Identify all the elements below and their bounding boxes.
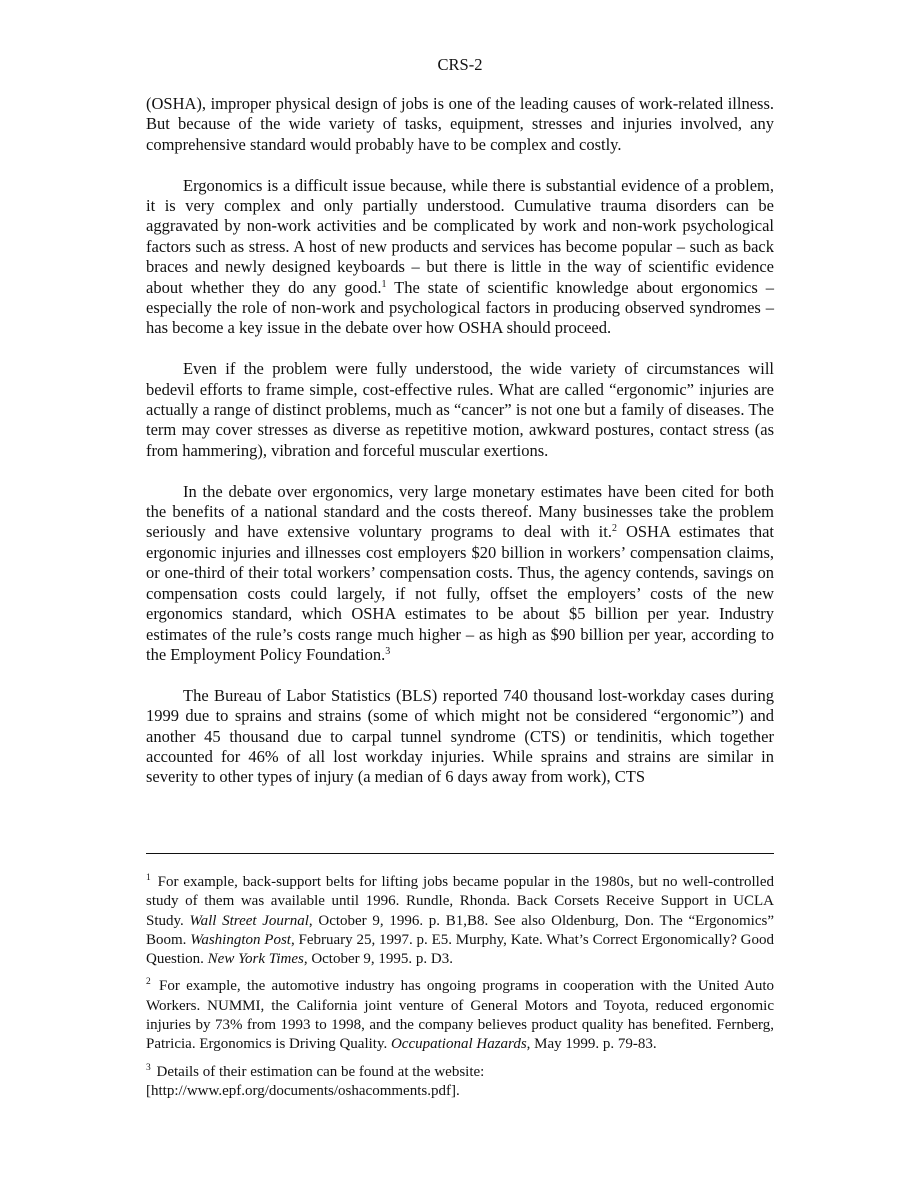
paragraph-3-text: Even if the problem were fully understood, the wide variety of circumstances will bedevil efforts to frame simple, cost-effective rules. What are called “ergonomic” injuries are actually a range of distinct problems, much as “cancer” is not one but a family of diseases. The term may cover stresses as diverse as repetitive motion, awkward postures, contact stress (as from hammering), vibration and forceful muscular exertions. <box>146 359 774 460</box>
footnote-divider <box>146 853 774 854</box>
footnotes <box>146 873 774 1109</box>
footnote-1-text-a: For example, back-support belts for lifting jobs became popular in the 1980s, but no well-controlled study of them was available until 1996. Rundle, Rhonda. Back Corsets Receive Support in UCLA Study. <box>146 874 774 929</box>
footnote-1-source-wsj: Wall Street Journal <box>189 912 309 929</box>
paragraph-5 <box>146 686 774 788</box>
footnote-2-text-a: For example, the automotive industry has ongoing programs in cooperation with the United Auto Workers. NUMMI, the California joint venture of General Motors and Toyota, reduced ergonomic injuries by 73% from 1993 to 1998, and the company believes product quality has benefited. Fernberg, Patricia. Ergonomics is Driving Quality. <box>146 978 774 1053</box>
footnote-1-text-d: , October 9, 1995. p. D3. <box>303 951 453 968</box>
footnote-1-number: 1 <box>146 873 151 883</box>
footnote-3 <box>146 1063 774 1102</box>
footnote-3-number: 3 <box>146 1062 151 1073</box>
footnote-3-url[interactable]: [http://www.epf.org/documents/oshacomments.pdf]. <box>146 1082 460 1099</box>
paragraph-1-text: (OSHA), improper physical design of jobs is one of the leading causes of work-related illness. But because of the wide variety of tasks, equipment, stresses and injuries involved, any comprehensive standard would probably have to be complex and costly. <box>146 94 774 154</box>
footnote-2-source: Occupational Hazards <box>390 1036 527 1053</box>
paragraph-5-text: The Bureau of Labor Statistics (BLS) reported 740 thousand lost-workday cases during 1999 due to sprains and strains (some of which might not be considered “ergonomic”) and another 45 thousand due to carpal tunnel syndrome (CTS) or tendinitis, which together accounted for 46% of all lost workday injuries. While sprains and strains are similar in severity to other types of injury (a median of 6 days away from work), CTS <box>146 685 774 787</box>
footnote-ref-2[interactable]: 2 <box>611 523 617 535</box>
paragraph-1 <box>146 94 774 155</box>
footnote-1 <box>146 873 774 969</box>
footnote-1-text-c: , February 25, 1997. p. E5. Murphy, Kate. What’s Correct Ergonomically? Good Question. <box>146 931 774 968</box>
footnote-2 <box>146 977 774 1054</box>
page-label: CRS-2 <box>437 55 483 74</box>
page-header <box>0 55 920 75</box>
body-text <box>146 94 774 808</box>
footnote-ref-1[interactable]: 1 <box>381 278 387 290</box>
footnote-2-text-b: , May 1999. p. 79-83. <box>526 1036 657 1053</box>
footnote-3-text: Details of their estimation can be found at the website: <box>152 1063 485 1080</box>
footnote-1-source-nyt: New York Times <box>207 951 304 968</box>
paragraph-2-text-a: Ergonomics is a difficult issue because, while there is substantial evidence of a problem, it is very complex and only partially understood. Cumulative trauma disorders can be aggravated by non-work activities and be complicated by work and non-work psychological factors such as stress. A host of new products and services has become popular – such as back braces and newly designed keyboards – but there is little in the way of scientific evidence about whether they do any good. <box>146 175 774 297</box>
paragraph-2 <box>146 176 774 339</box>
paragraph-3 <box>146 359 774 461</box>
paragraph-2-text-b: The state of scientific knowledge about ergonomics – especially the role of non-work and psychological factors in producing observed syndromes – has become a key issue in the debate over how OSHA should proceed. <box>146 277 775 338</box>
paragraph-4 <box>146 482 774 666</box>
footnote-1-source-wapo: Washington Post <box>190 931 291 948</box>
footnote-ref-3[interactable]: 3 <box>385 645 391 657</box>
paragraph-4-text-a: In the debate over ergonomics, very large monetary estimates have been cited for both the benefits of a national standard and the costs thereof. Many businesses take the problem seriously and have extensive voluntary programs to deal with it. <box>146 481 774 542</box>
paragraph-4-text-b: OSHA estimates that ergonomic injuries and illnesses cost employers $20 billion in workers’ compensation claims, or one-third of their total workers’ compensation costs. Thus, the agency contends, savings on compensation costs could largely, if not fully, offset the employers’ costs of the new ergonomics standard, which OSHA estimates to be about $5 billion per year. Industry estimates of the rule’s costs range much higher – as high as $90 billion per year, according to the Employment Policy Foundation. <box>146 522 775 664</box>
footnote-1-text-b: , October 9, 1996. p. B1,B8. See also Oldenburg, Don. The “Ergonomics” Boom. <box>146 912 774 948</box>
footnote-2-number: 2 <box>146 977 151 988</box>
